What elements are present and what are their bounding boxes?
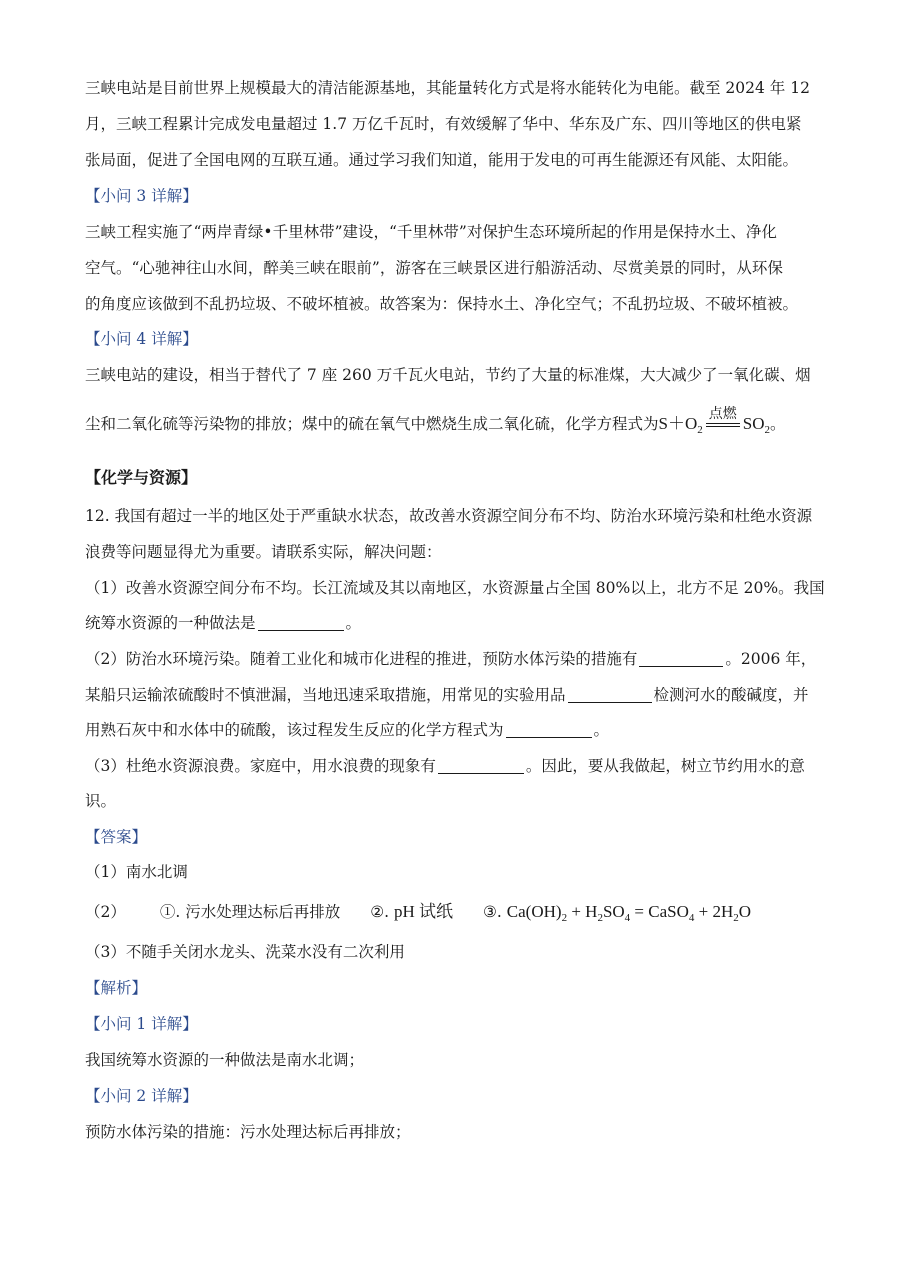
q12-part3-line1 [85, 755, 805, 777]
eq-left: S＋O [658, 414, 698, 433]
s1-header: 【小问 1 详解】 [85, 1015, 198, 1033]
eq-double-line [706, 423, 740, 427]
eq2-part5: + 2H [694, 902, 734, 921]
q12-part2-text2: 某船只运输浓硫酸时不慎泄漏，当地迅速采取措施，用常见的实验用品 [85, 686, 566, 704]
eq2-part6: O [738, 902, 752, 921]
answer-2-item-3-num: ③. [483, 903, 502, 921]
q12-part3-end1: 。因此，要从我做起，树立节约用水的意 [525, 757, 805, 775]
eq-left-sub: 2 [697, 424, 703, 436]
para3-line2-text: 尘和二氧化硫等污染物的排放；煤中的硫在氧气中燃烧生成二氧化硫，化学方程式为 [85, 415, 659, 433]
analysis-header: 【解析】 [85, 979, 148, 997]
para1-line3: 张局面，促进了全国电网的互联互通。通过学习我们知道，能用于发电的可再生能源还有风能、太阳能。 [85, 151, 799, 169]
para3-line2-end: 。 [769, 415, 786, 433]
q12-part1-end: 。 [345, 614, 362, 632]
q12-part2-line1 [85, 648, 816, 670]
answer-3: （3）不随手关闭水龙头、洗菜水没有二次利用 [85, 943, 405, 961]
answer-2-prefix: （2） [85, 903, 126, 921]
neutralization-equation [506, 902, 752, 924]
para2-line2: 空气。“心驰神往山水间，醉美三峡在眼前”，游客在三峡景区进行船游活动、尽赏美景的同时，从环保 [85, 259, 783, 277]
q12-line2: 浪费等问题显得尤为重要。请联系实际，解决问题： [85, 543, 442, 561]
eq2-part3: SO [602, 902, 625, 921]
para1-line2: 月，三峡工程累计完成发电量超过 1.7 万亿千瓦时，有效缓解了华中、华东及广东、四川等地区的供电紧 [85, 115, 802, 133]
q12-part1-text: 统筹水资源的一种做法是 [85, 614, 256, 632]
eq2-sub5: 2 [733, 912, 739, 924]
q12-part2-end1: 。2006 年， [725, 650, 817, 668]
para1-line1: 三峡电站是目前世界上规模最大的清洁能源基地，其能量转化方式是将水能转化为电能。截至 2024 年 12 [85, 79, 810, 97]
eq2-part1: Ca(OH) [506, 902, 562, 921]
answer-blank-5[interactable] [438, 757, 524, 774]
eq2-part4: = CaSO [630, 902, 689, 921]
answer-blank-1[interactable] [258, 614, 344, 631]
q12-line1: 12. 我国有超过一半的地区处于严重缺水状态，故改善水资源空间分布不均、防治水环境污染和杜绝水资源 [85, 507, 813, 525]
answer-2-item-1: ①. 污水处理达标后再排放 [159, 903, 341, 921]
q12-part2-text3: 用熟石灰中和水体中的硫酸，该过程发生反应的化学方程式为 [85, 721, 504, 739]
eq2-sub4: 4 [688, 912, 695, 924]
answer-1: （1）南水北调 [85, 863, 188, 881]
s2-header: 【小问 2 详解】 [85, 1087, 198, 1105]
q12-part2-line3 [85, 719, 609, 741]
eq-condition-text: 点燃 [708, 407, 737, 423]
eq-right: SO [742, 414, 765, 433]
sulfur-combustion-equation [658, 407, 770, 436]
s2-text: 预防水体污染的措施：污水处理达标后再排放； [85, 1123, 411, 1141]
answer-2 [85, 901, 751, 923]
para2-line1: 三峡工程实施了“两岸青绿•千里林带”建设，“千里林带”对保护生态环境所起的作用是保持水土、净化 [85, 223, 777, 241]
eq2-sub1: 2 [561, 912, 568, 924]
q12-part2-text1: （2）防治水环境污染。随着工业化和城市化进程的推进，预防水体污染的措施有 [85, 650, 638, 668]
q12-part2-end3: 。 [593, 721, 610, 739]
q12-part1-line2 [85, 612, 361, 634]
para2-line3: 的角度应该做到不乱扔垃圾、不破坏植被。故答案为：保持水土、净化空气；不乱扔垃圾、不破坏植被。 [85, 295, 799, 313]
q12-part1-line1: （1）改善水资源空间分布不均。长江流域及其以南地区，水资源量占全国 80%以上，北方不足 20%。我国 [85, 579, 825, 597]
eq2-sub2: 2 [597, 912, 603, 924]
q3-header: 【小问 3 详解】 [85, 187, 198, 205]
q12-part3-text1: （3）杜绝水资源浪费。家庭中，用水浪费的现象有 [85, 757, 436, 775]
s1-text: 我国统筹水资源的一种做法是南水北调； [85, 1051, 365, 1069]
eq2-part2: + H [567, 902, 598, 921]
para3-line2 [85, 407, 786, 436]
eq2-sub3: 4 [624, 912, 631, 924]
q12-part2-line2 [85, 684, 809, 706]
q12-part3-line2: 识。 [85, 792, 117, 810]
para3-line1: 三峡电站的建设，相当于替代了 7 座 260 万千瓦火电站，节约了大量的标准煤，大大减少了一氧化碳、烟 [85, 366, 811, 384]
q4-header: 【小问 4 详解】 [85, 330, 198, 348]
answer-blank-4[interactable] [506, 721, 592, 738]
eq-condition [706, 407, 740, 427]
q12-part2-end2: 检测河水的酸碱度，并 [653, 686, 809, 704]
answer-2-item-2-num: ②. [370, 903, 390, 921]
answer-blank-2[interactable] [639, 650, 723, 667]
answer-header: 【答案】 [85, 828, 148, 846]
section-title: 【化学与资源】 [85, 468, 198, 487]
answer-blank-3[interactable] [568, 686, 652, 703]
eq-right-sub: 2 [764, 424, 770, 436]
answer-2-item-2: pH 试纸 [394, 902, 454, 921]
